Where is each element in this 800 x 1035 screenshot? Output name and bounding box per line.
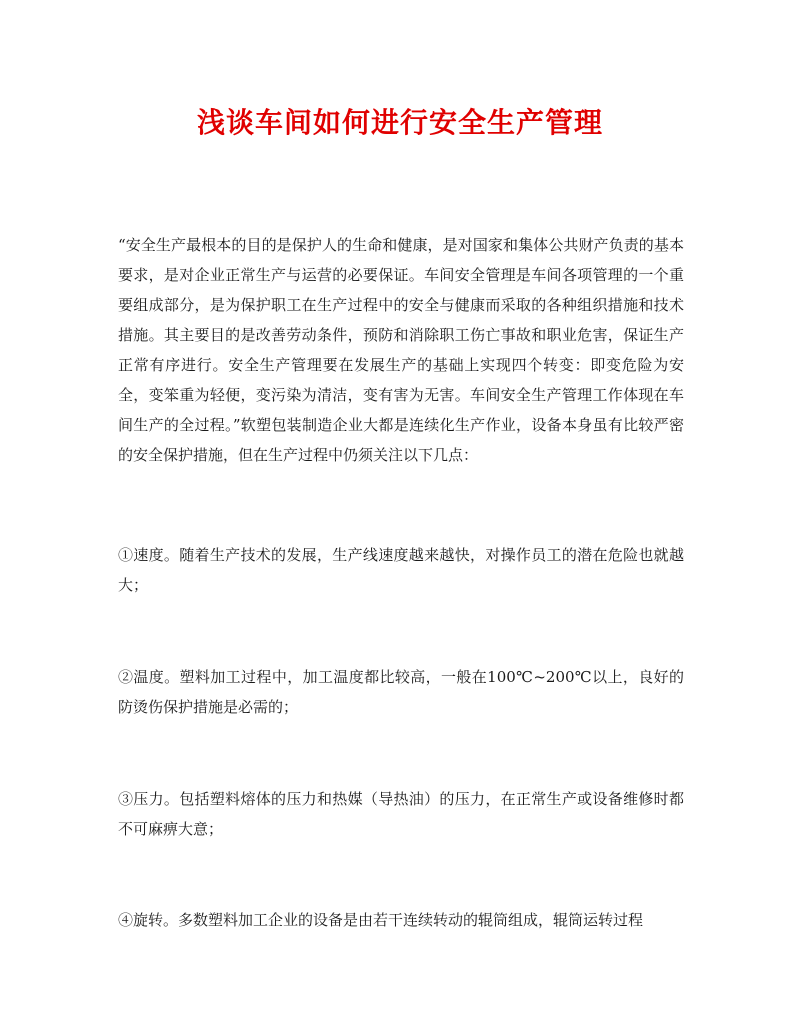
document-title: 浅谈车间如何进行安全生产管理	[196, 106, 603, 139]
point-pressure: ③压力。包括塑料熔体的压力和热媒（导热油）的压力，在正常生产或设备维修时都不可麻痹大意；	[118, 790, 684, 838]
point-temperature: ②温度。塑料加工过程中，加工温度都比较高，一般在100℃~200℃以上，良好的防烫伤保护措施是必需的；	[118, 668, 684, 716]
intro-paragraph: “安全生产最根本的目的是保护人的生命和健康，是对国家和集体公共财产负责的基本要求，是对企业正常生产与运营的必要保证。车间安全管理是车间各项管理的一个重要组成部分，是为保护职工在生产过程中的安全与健康而采取的各种组织措施和技术措施。其主要目的是改善劳动条件，预防和消除职工伤亡事故和职业危害，保证生产正常有序进行。安全生产管理要在发展生产的基础上实现四个转变：即变危险为安全，变笨重为轻便，变污染为清洁，变有害为无害。车间安全生产管理工作体现在车间生产的全过程。”软塑包装制造企业大都是连续化生产作业，设备本身虽有比较严密的安全保护措施，但在生产过程中仍须关注以下几点：	[118, 236, 684, 464]
point-speed: ①速度。随着生产技术的发展，生产线速度越来越快，对操作员工的潜在危险也就越大；	[118, 546, 684, 594]
point-rotation: ④旋转。多数塑料加工企业的设备是由若干连续转动的辊筒组成，辊筒运转过程	[118, 911, 644, 929]
